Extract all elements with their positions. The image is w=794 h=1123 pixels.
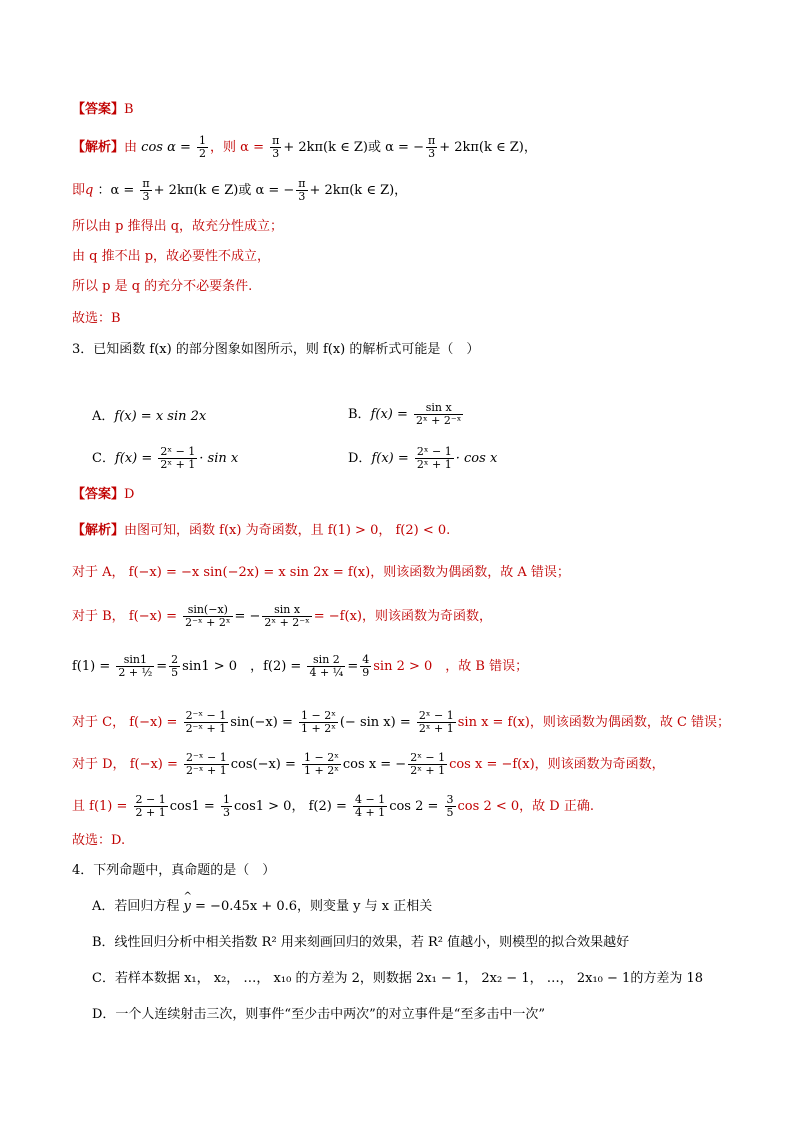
q3-stem: 3．已知函数 f(x) 的部分图象如图所示，则 f(x) 的解析式可能是（ ） — [72, 342, 480, 357]
q3-analysis-line-6: 对于 D， f(−x) = $\frac{\text{2⁻ˣ − 1}}{\text{2⁻ˣ + 1}}$ cos(−x) = $\frac{\text{1 − 2ˣ}}{\text{1 + 2ˣ}}$ cos x = − $\frac{\text{2ˣ − 1}}{\text{2ˣ + 1}}$ cos x = −f(x)，则该函数为奇函数， — [72, 751, 665, 777]
answer-line-prev: 【答案】B — [72, 102, 134, 117]
q4-option-b[interactable]: B．线性回归分析中相关指数 R² 用来刻画回归的效果，若 R² 值越小，则模型的拟合效果越好 — [92, 935, 630, 950]
q3-analysis-line-5: 对于 C， f(−x) = $\frac{\text{2⁻ˣ − 1}}{\text{2⁻ˣ + 1}}$ sin(−x) = $\frac{\text{1 − 2ˣ}}{\text{1 + 2ˣ}}$ (− sin x) = $\frac{\text{2ˣ − 1}}{\text{2ˣ + 1}}$ sin x = f(x)，则该函数为偶函数，故 C 错误； — [72, 709, 731, 735]
q3-option-c[interactable]: C．f(x) = $\frac{\text{2ˣ − 1}}{\text{2ˣ + 1}}$ · sin x — [92, 445, 239, 471]
q3-answer: 【答案】D — [72, 487, 135, 502]
analysis-line-4: 由 q 推不出 p，故必要性不成立， — [72, 249, 271, 264]
q3-analysis-line-7: 且 f(1) = $\frac{2 - 1}{2 + 1}$ cos1 = $\frac{1}{3}$ cos1 > 0， f(2) = $\frac{4 - 1}{4 + 1}$ cos 2 = $\frac{3}{5}$ cos 2 < 0，故 D 正确. — [72, 793, 594, 819]
q3-analysis-line-8: 故选：D. — [72, 833, 126, 848]
q4-option-c[interactable]: C．若样本数据 x₁， x₂， …， x₁₀ 的方差为 2，则数据 2x₁ − 1， 2x₂ − 1， …， 2x₁₀ − 1的方差为 18 — [92, 971, 703, 986]
q3-analysis-line-4: f(1) = $\frac{\sin 1}{\text{2 + ½}}$ = $\frac{2}{5}$ sin1 > 0 ，f(2) = $\frac{\sin 2}{\text{4 + ¼}}$ = $\frac{4}{9}$ sin 2 > 0 ，故 B 错误； — [72, 653, 529, 679]
q4-option-a[interactable]: A．若回归方程 ^ y = −0.45x + 0.6，则变量 y 与 x 正相关 — [92, 898, 432, 916]
q3-analysis-line-2: 对于 A， f(−x) = −x sin(−2x) = x sin 2x = f(x)，则该函数为偶函数，故 A 错误； — [72, 565, 570, 580]
q4-stem: 4．下列命题中，真命题的是（ ） — [72, 863, 276, 878]
analysis-line-6: 故选：B — [72, 311, 121, 326]
analysis-line-2: 即q ：α = $\frac{\pi}{3}$ + 2kπ(k ∈ Z)或 α = − $\frac{\pi}{3}$ + 2kπ(k ∈ Z)， — [72, 177, 408, 203]
analysis-line-5: 所以 p 是 q 的充分不必要条件. — [72, 279, 253, 294]
analysis-line-1: 【解析】由 cos α = $\frac{1}{2}$ ，则 α = $\frac{\pi}{3}$ + 2kπ(k ∈ Z)或 α = − $\frac{\pi}{3}$ + 2kπ(k ∈ Z)， — [72, 134, 537, 160]
q3-analysis-line-3: 对于 B， f(−x) = $\frac{\sin(-x)}{\text{2⁻ˣ + 2ˣ}}$ = − $\frac{\text{sin x}}{\text{2ˣ + 2⁻ˣ}}$ = −f(x)，则该函数为奇函数， — [72, 603, 492, 629]
q3-option-b[interactable]: B．f(x) = $\frac{\text{sin x}}{\text{2ˣ + 2⁻ˣ}}$ — [348, 401, 462, 427]
q3-option-a[interactable]: A．f(x) = x sin 2x — [92, 409, 207, 424]
analysis-line-3: 所以由 p 推得出 q，故充分性成立； — [72, 219, 284, 234]
q3-option-d[interactable]: D．f(x) = $\frac{\text{2ˣ − 1}}{\text{2ˣ + 1}}$ · cos x — [348, 445, 498, 471]
q3-analysis-line-1: 【解析】由图可知，函数 f(x) 为奇函数，且 f(1) > 0， f(2) < 0. — [72, 523, 451, 538]
q4-option-d[interactable]: D．一个人连续射击三次，则事件“至少击中两次”的对立事件是“至多击中一次” — [92, 1007, 546, 1022]
